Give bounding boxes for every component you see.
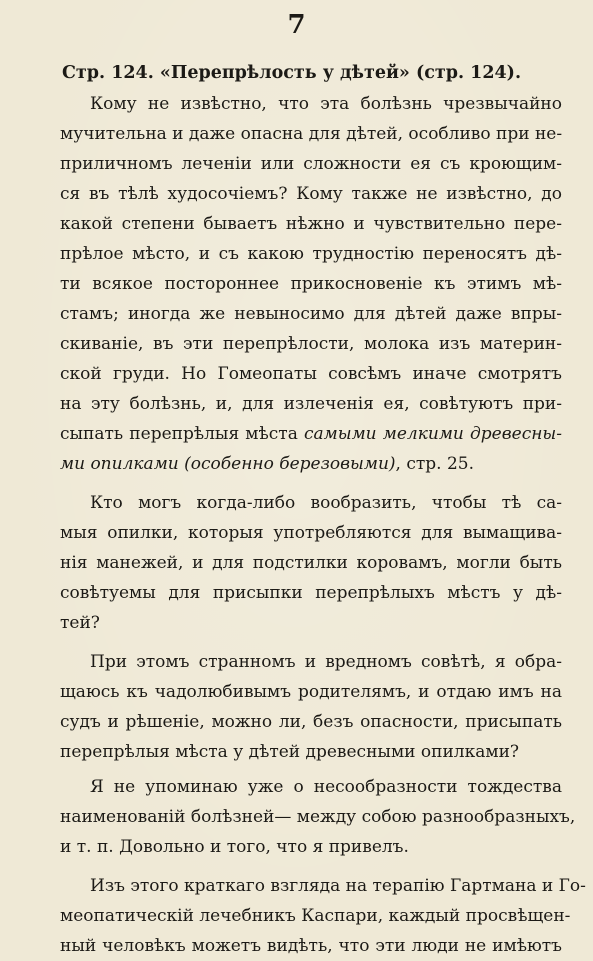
- text-line: тей?: [60, 613, 100, 633]
- text-line: мыя опилки, которыя употребляются для вымащива-: [60, 523, 562, 543]
- paragraph-2: [60, 488, 562, 638]
- text-italic: ми опилками (особенно березовыми): [60, 454, 396, 474]
- text-line: приличномъ леченіи или сложности ея съ кроющим-: [60, 154, 562, 174]
- text-line: Кому не извѣстно, что эта болѣзнь чрезвычайно: [90, 94, 562, 114]
- text-line: совѣтуемы для присыпки перепрѣлыхъ мѣстъ у дѣ-: [60, 583, 562, 603]
- paragraph-4: [60, 772, 576, 862]
- text-line-mixed: [60, 449, 562, 479]
- text-line: прѣлое мѣсто, и съ какою трудностію переносятъ дѣ-: [60, 244, 562, 264]
- text-line: меопатическій лечебникъ Каспари, каждый просвѣщен-: [60, 906, 571, 926]
- text-line: нія манежей, и для подстилки коровамъ, могли быть: [60, 553, 562, 573]
- paragraph-1: [60, 89, 562, 479]
- page-number: 7: [287, 10, 306, 40]
- text-line: ся въ тѣлѣ худосочіемъ? Кому также не извѣстно, до: [60, 184, 562, 204]
- text-line: перепрѣлыя мѣста у дѣтей древесными опилками?: [60, 742, 520, 762]
- text-italic: самыми мелкими древесны-: [303, 424, 562, 444]
- text-line: Изъ этого краткаго взгляда на терапію Гартмана и Го-: [90, 876, 586, 896]
- text-line: ской груди. Но Гомеопаты совсѣмъ иначе смотрятъ: [60, 364, 562, 384]
- page-body: [60, 58, 586, 961]
- text-line: судъ и рѣшеніе, можно ли, безъ опасности, присыпать: [60, 712, 562, 732]
- text-line: и т. п. Довольно и того, что я привелъ.: [60, 837, 409, 857]
- text-plain: , стр. 25.: [395, 454, 475, 474]
- text-plain: сыпать перепрѣлыя мѣста: [60, 424, 304, 444]
- text-line: Я не упоминаю уже о несообразности тождества: [90, 777, 562, 797]
- text-line-mixed: [60, 419, 562, 449]
- text-line: скиваніе, въ эти перепрѣлости, молока изъ материн-: [60, 334, 562, 354]
- text-line: ный человѣкъ можетъ видѣть, что эти люди не имѣютъ: [60, 936, 562, 956]
- text-line: стамъ; иногда же невыносимо для дѣтей даже впры-: [60, 304, 562, 324]
- paragraph-5: [60, 871, 586, 961]
- text-line: какой степени бываетъ нѣжно и чувствительно пере-: [60, 214, 562, 234]
- text-line: наименованій болѣзней— между собою разнообразныхъ,: [60, 807, 576, 827]
- text-line: на эту болѣзнь, и, для излеченія ея, совѣтуютъ при-: [60, 394, 562, 414]
- section-heading: Стр. 124. «Перепрѣлость у дѣтей» (стр. 124).: [62, 63, 522, 83]
- text-line: мучительна и даже опасна для дѣтей, особливо при не-: [60, 124, 563, 144]
- text-line: При этомъ странномъ и вредномъ совѣтѣ, я обра-: [90, 652, 562, 672]
- text-line: ти всякое постороннее прикосновеніе къ этимъ мѣ-: [60, 274, 562, 294]
- text-line: щаюсь къ чадолюбивымъ родителямъ, и отдаю имъ на: [60, 682, 562, 702]
- paragraph-3: [60, 647, 562, 767]
- text-line: Кто могъ когда-либо вообразить, чтобы тѣ са-: [90, 493, 562, 513]
